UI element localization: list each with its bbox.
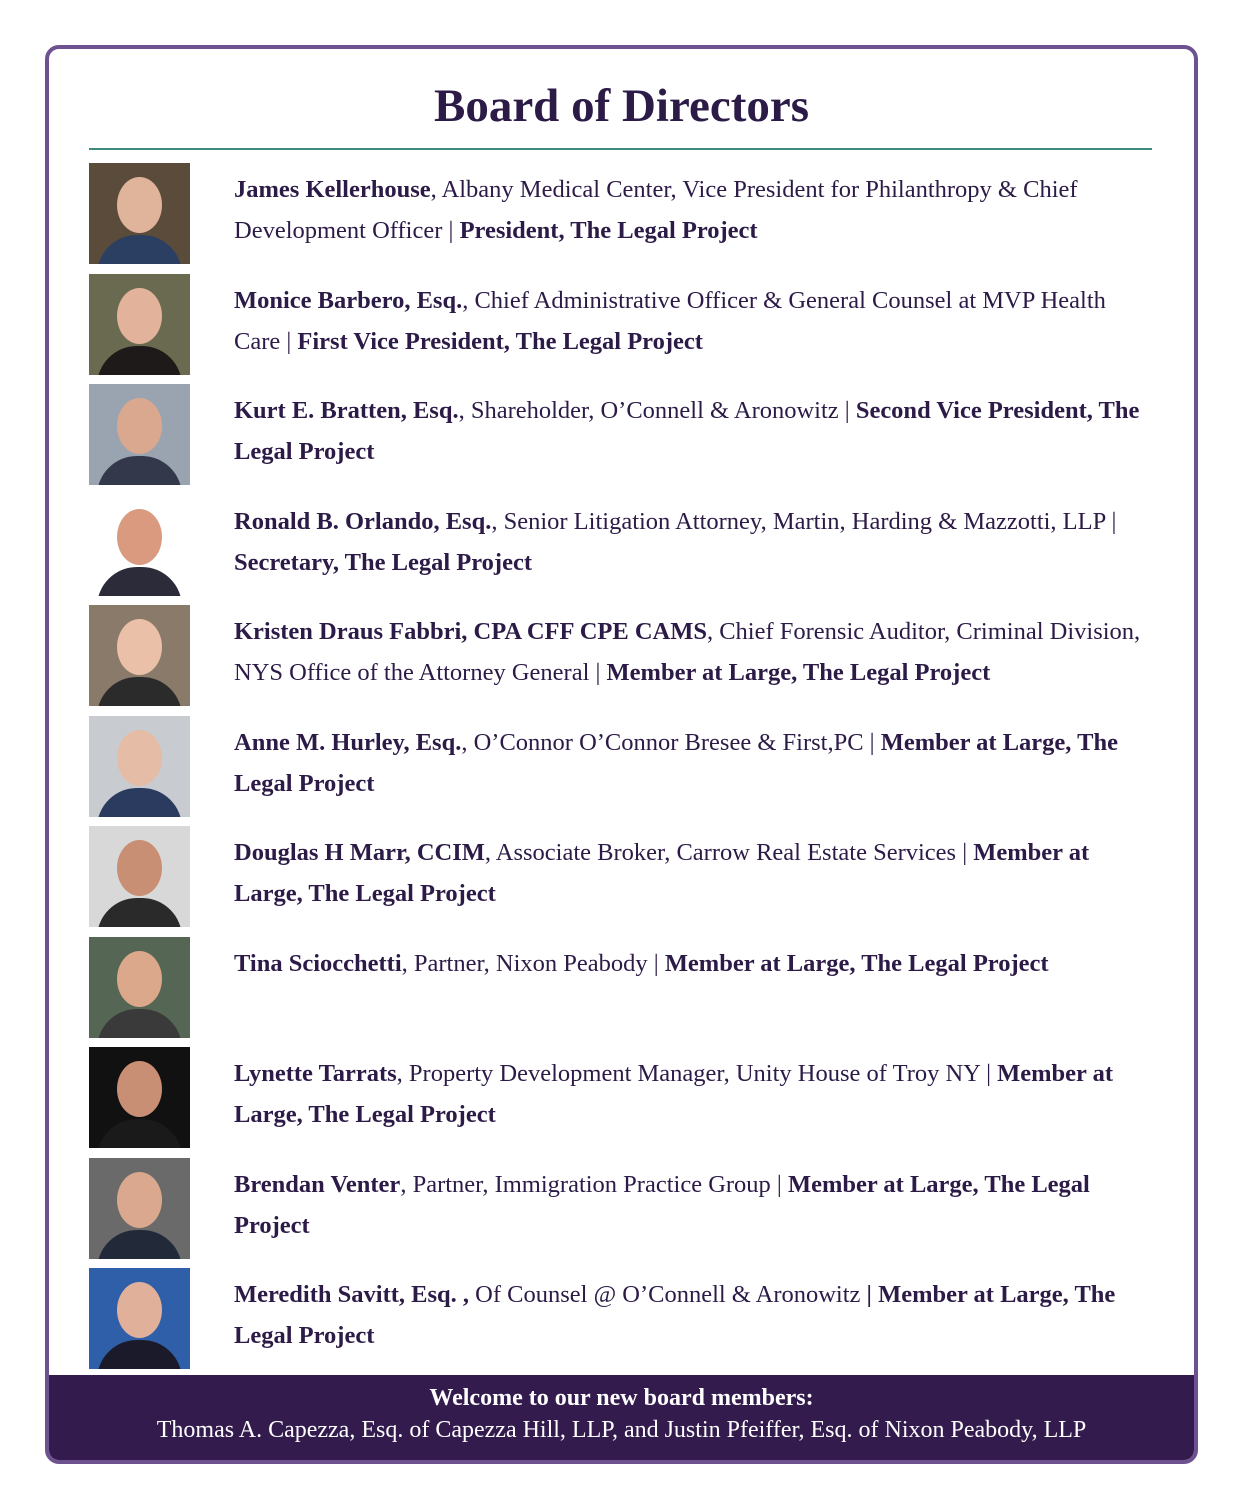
- member-photo: [89, 384, 190, 485]
- member-text: [234, 495, 1154, 606]
- member-row: [89, 163, 1159, 274]
- member-photo: [89, 937, 190, 1038]
- member-text: [234, 274, 1154, 385]
- member-role: Secretary, The Legal Project: [234, 548, 532, 576]
- photo-head: [117, 288, 162, 344]
- member-role: Member at Large, The Legal Project: [234, 839, 1090, 907]
- member-photo: [89, 1047, 190, 1148]
- photo-body: [97, 1340, 182, 1369]
- member-row: [89, 1158, 1159, 1269]
- member-name: James Kellerhouse: [234, 176, 431, 203]
- photo-head: [117, 619, 162, 675]
- photo-head: [117, 398, 162, 454]
- member-role: Member at Large, The Legal Project: [234, 1060, 1113, 1128]
- photo-head: [117, 730, 162, 786]
- photo-body: [97, 788, 182, 817]
- member-text: [234, 1047, 1154, 1158]
- member-photo: [89, 826, 190, 927]
- photo-body: [97, 1009, 182, 1038]
- member-affiliation: , Albany Medical Center, Vice President for Philanthropy & Chief Development Officer |: [234, 176, 1078, 244]
- member-photo: [89, 1158, 190, 1259]
- photo-body: [97, 346, 182, 375]
- member-affiliation: , Partner, Immigration Practice Group |: [400, 1170, 788, 1198]
- member-affiliation: , Chief Administrative Officer & General Counsel at MVP Health Care |: [234, 286, 1106, 355]
- member-row: [89, 495, 1159, 606]
- member-affiliation: , Property Development Manager, Unity House of Troy NY |: [396, 1060, 998, 1087]
- photo-body: [97, 1119, 182, 1148]
- photo-head: [117, 840, 162, 896]
- member-text: [234, 937, 1154, 1048]
- photo-head: [117, 177, 162, 233]
- member-text: [234, 1158, 1154, 1269]
- member-affiliation: , O’Connor O’Connor Bresee & First,PC |: [461, 728, 881, 756]
- member-role: Second Vice President, The Legal Project: [234, 397, 1140, 465]
- member-photo: [89, 495, 190, 596]
- photo-head: [117, 1061, 162, 1117]
- member-row: [89, 826, 1159, 937]
- member-name: Douglas H Marr, CCIM: [234, 839, 485, 866]
- member-role: Member at Large, The Legal Project: [606, 659, 991, 686]
- member-text: [234, 605, 1154, 716]
- board-card: [45, 45, 1198, 1464]
- photo-body: [97, 898, 182, 927]
- title-divider: [89, 148, 1152, 150]
- member-text: [234, 163, 1154, 274]
- member-row: [89, 605, 1159, 716]
- photo-head: [117, 1172, 162, 1228]
- member-name: Monice Barbero, Esq.: [234, 286, 463, 314]
- member-list: [89, 163, 1159, 1379]
- member-name: Tina Sciocchetti: [234, 949, 402, 977]
- photo-body: [97, 456, 182, 485]
- page-title: Board of Directors: [433, 80, 810, 132]
- member-text: [234, 384, 1154, 495]
- photo-head: [117, 1282, 162, 1338]
- member-name: Kurt E. Bratten, Esq.: [234, 397, 459, 424]
- member-photo: [89, 605, 190, 706]
- member-row: [89, 1268, 1159, 1379]
- welcome-text: Thomas A. Capezza, Esq. of Capezza Hill, LLP, and Justin Pfeiffer, Esq. of Nixon Peabody, LLP: [156, 1417, 1087, 1443]
- member-text: [234, 826, 1154, 937]
- member-row: [89, 274, 1159, 385]
- welcome-heading: Welcome to our new board members:: [429, 1385, 814, 1411]
- member-name: Lynette Tarrats: [234, 1060, 397, 1087]
- member-role: | Member at Large, The Legal Project: [234, 1281, 1116, 1349]
- member-name: Anne M. Hurley, Esq.: [234, 728, 462, 756]
- member-photo: [89, 1268, 190, 1369]
- photo-body: [97, 677, 182, 706]
- member-affiliation: , Senior Litigation Attorney, Martin, Harding & Mazzotti, LLP |: [491, 507, 1117, 535]
- member-row: [89, 384, 1159, 495]
- member-text: [234, 1268, 1154, 1379]
- member-role: Member at Large, The Legal Project: [234, 1170, 1090, 1239]
- member-text: [234, 716, 1154, 827]
- member-photo: [89, 163, 190, 264]
- member-photo: [89, 274, 190, 375]
- member-affiliation: , Associate Broker, Carrow Real Estate Services |: [484, 839, 974, 866]
- photo-body: [97, 567, 182, 596]
- photo-head: [117, 509, 162, 565]
- member-name: Meredith Savitt, Esq. ,: [234, 1281, 470, 1308]
- member-row: [89, 716, 1159, 827]
- member-row: [89, 937, 1159, 1048]
- welcome-banner: [49, 1375, 1194, 1460]
- member-name: Ronald B. Orlando, Esq.: [234, 507, 492, 535]
- photo-body: [97, 235, 182, 264]
- member-affiliation: , Partner, Nixon Peabody |: [401, 949, 665, 977]
- member-name: Kristen Draus Fabbri, CPA CFF CPE CAMS: [234, 618, 707, 645]
- member-role: President, The Legal Project: [459, 217, 758, 244]
- member-affiliation: Of Counsel @ O’Connell & Aronowitz: [469, 1281, 867, 1308]
- member-photo: [89, 716, 190, 817]
- member-role: Member at Large, The Legal Project: [664, 949, 1049, 977]
- member-affiliation: , Shareholder, O’Connell & Aronowitz |: [458, 397, 856, 424]
- member-name: Brendan Venter: [234, 1170, 401, 1198]
- member-role: Member at Large, The Legal Project: [234, 728, 1118, 797]
- member-affiliation: , Chief Forensic Auditor, Criminal Division, NYS Office of the Attorney General |: [234, 618, 1141, 686]
- member-row: [89, 1047, 1159, 1158]
- photo-head: [117, 951, 162, 1007]
- member-role: First Vice President, The Legal Project: [297, 327, 703, 355]
- photo-body: [97, 1230, 182, 1259]
